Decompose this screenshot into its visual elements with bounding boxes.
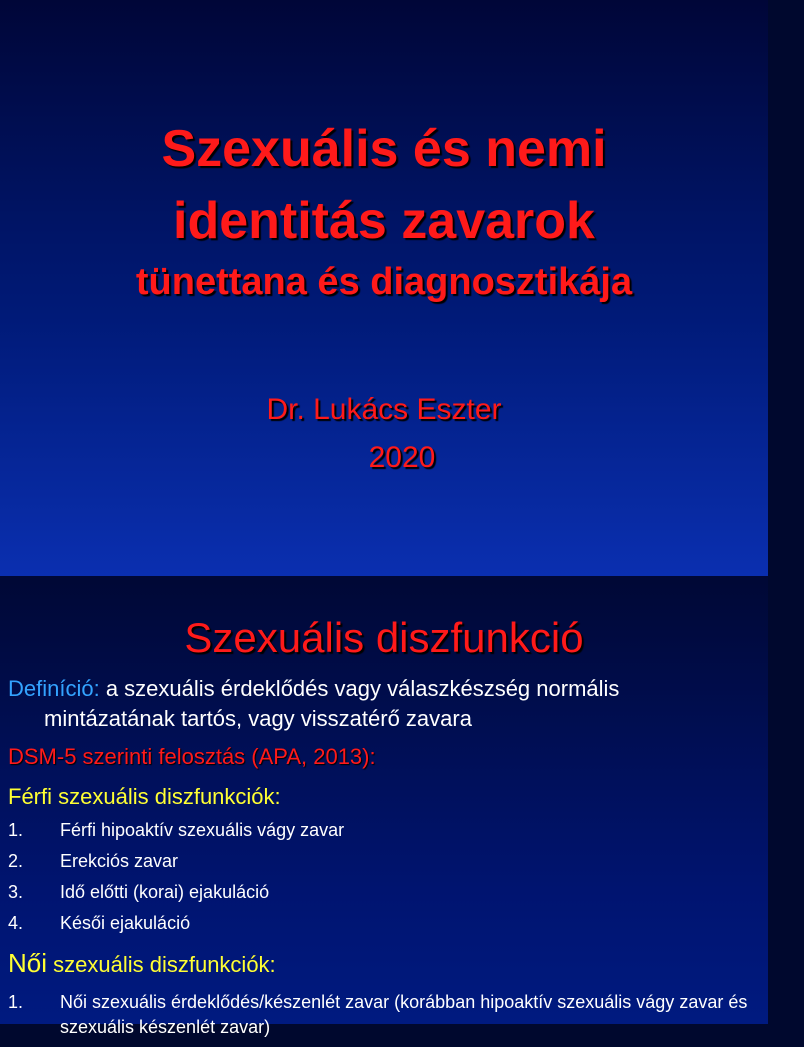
female-heading-rest: szexuális diszfunkciók: [47, 952, 276, 977]
author-name: Dr. Lukács Eszter [266, 393, 502, 426]
list-item [0, 846, 768, 877]
list-item [0, 987, 768, 1047]
dsm-heading: DSM-5 szerinti felosztás (APA, 2013): [8, 744, 376, 769]
list-item-number: 3. [8, 882, 24, 902]
slide-title-line2: identitás zavarok [173, 192, 595, 250]
list-item-text: Késői ejakuláció [60, 913, 191, 933]
presentation-year: 2020 [368, 441, 436, 474]
list-item-text: Erekciós zavar [60, 851, 179, 871]
list-item-text: Idő előtti (korai) ejakuláció [60, 882, 270, 902]
definition-text-line2: mintázatának tartós, vagy visszatérő zavara [44, 706, 472, 731]
female-dysfunctions-list [0, 987, 768, 1047]
content-slide [0, 576, 768, 1037]
list-item-number: 2. [8, 851, 24, 871]
list-item [0, 877, 768, 908]
list-item-number: 1. [8, 820, 24, 840]
definition-label: Definíció: [8, 676, 100, 701]
female-heading-word: Női [8, 948, 48, 978]
slide-title-line1: Szexuális és nemi [161, 120, 607, 178]
male-dysfunctions-heading: Férfi szexuális diszfunkciók: [8, 784, 281, 809]
female-dysfunctions-heading [8, 948, 276, 980]
list-item-text: Női szexuális érdeklődés/készenlét zavar (korábban hipoaktív szexuális vágy zavar és szexuális készenlét zavar) [60, 992, 748, 1037]
list-item-text: Férfi hipoaktív szexuális vágy zavar [60, 820, 345, 840]
list-item [0, 815, 768, 846]
definition-text-line1: a szexuális érdeklődés vagy válaszkészség normális [99, 676, 620, 701]
male-dysfunctions-list [0, 815, 768, 939]
list-item-number: 4. [8, 913, 24, 933]
slide-subtitle: tünettana és diagnosztikája [135, 261, 633, 303]
content-slide-title: Szexuális diszfunkció [184, 614, 584, 661]
list-item-number: 1. [8, 992, 24, 1012]
list-item [0, 908, 768, 939]
definition-block [8, 674, 758, 734]
